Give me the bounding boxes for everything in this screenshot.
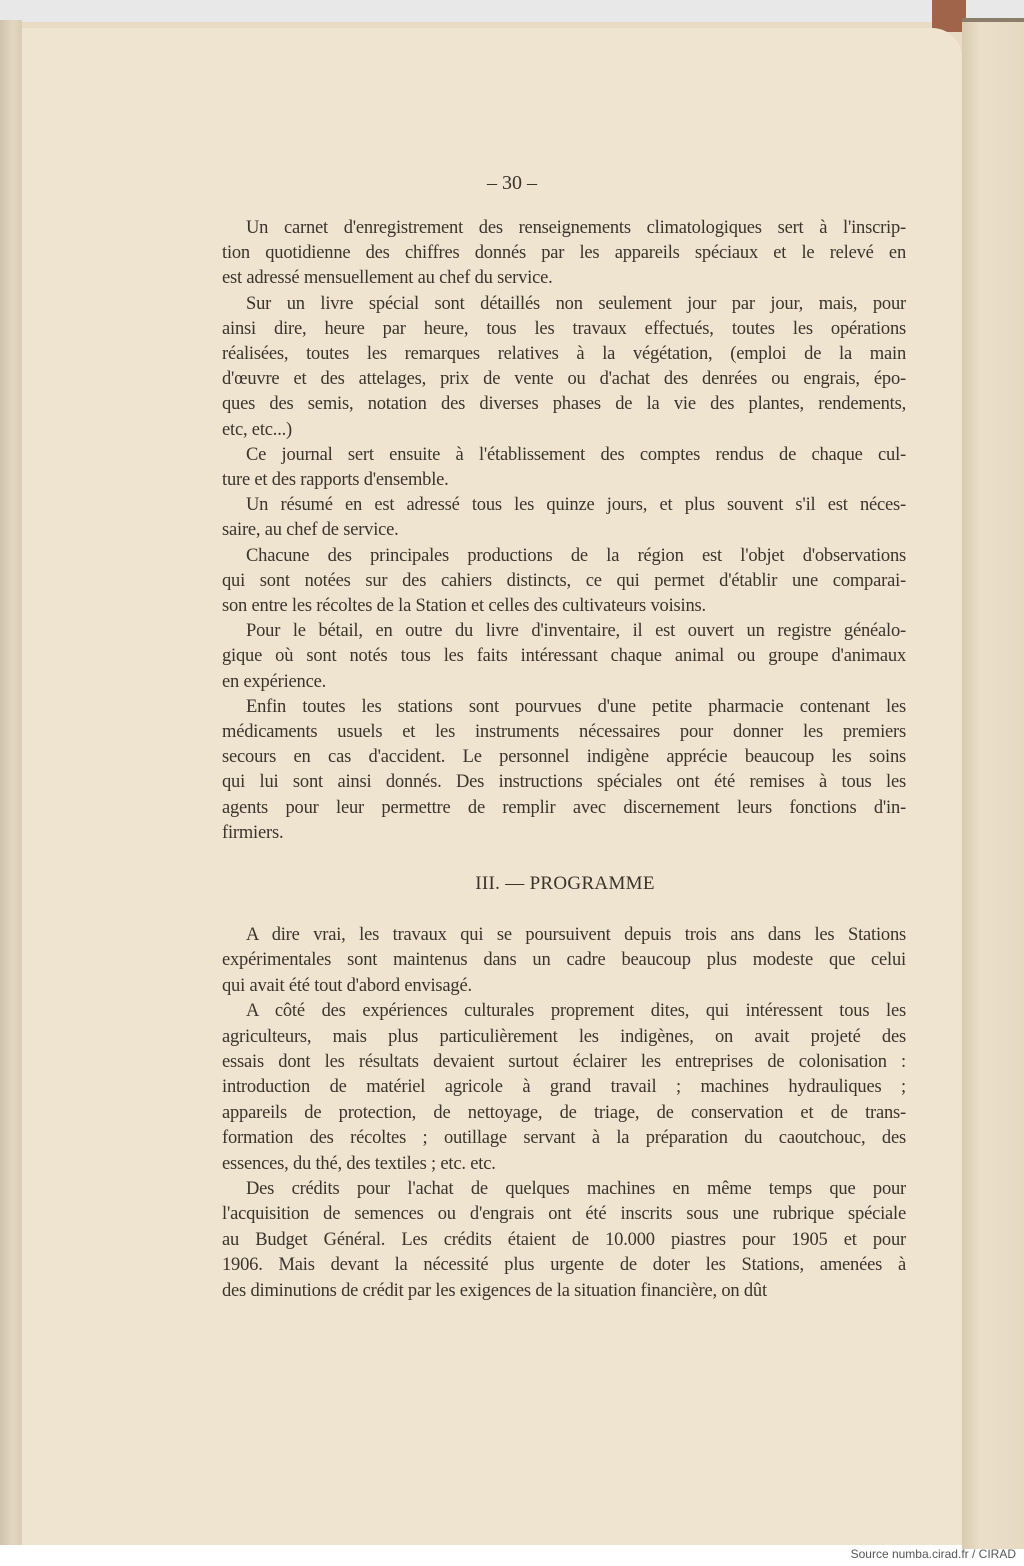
text-line: etc, etc...) bbox=[222, 419, 293, 440]
text-line: firmiers. bbox=[222, 822, 284, 843]
text-line: saire, au chef de service. bbox=[222, 520, 399, 541]
text-line: son entre les récoltes de la Station et celles des cultivateurs voisins. bbox=[222, 596, 706, 616]
text-line: A dire vrai, les travaux qui se poursuivent depuis trois ans dans les Stations bbox=[246, 925, 906, 945]
text-line: A côté des expériences culturales proprement dites, qui intéressent tous les bbox=[246, 1001, 906, 1022]
text-line: 1906. Mais devant la nécessité plus urgente de doter les Stations, amenées à bbox=[222, 1255, 906, 1276]
text-line: réalisées, toutes les remarques relatives à la végétation, (emploi de la main bbox=[222, 344, 906, 364]
text-line: qui avait été tout d'abord envisagé. bbox=[222, 975, 472, 996]
bookmark-ribbon bbox=[932, 0, 966, 32]
text-line: agriculteurs, mais plus particulièrement les indigènes, on avait projeté des bbox=[222, 1026, 906, 1047]
text-line: expérimentales sont maintenus dans un cadre beaucoup plus modeste que celui bbox=[222, 950, 906, 971]
text-line: secours en cas d'accident. Le personnel indigène apprécie beaucoup les soins bbox=[222, 747, 906, 768]
text-line: Des crédits pour l'achat de quelques machines en même temps que pour bbox=[246, 1179, 906, 1199]
text-line: essences, du thé, des textiles ; etc. etc. bbox=[222, 1153, 496, 1174]
text-line: qui lui sont ainsi donnés. Des instructions spéciales ont été remises à tous les bbox=[222, 772, 906, 793]
text-line: d'œuvre et des attelages, prix de vente ou d'achat des denrées ou engrais, épo- bbox=[222, 369, 906, 390]
text-line: l'acquisition de semences ou d'engrais ont été inscrits sous une rubrique spéciale bbox=[222, 1204, 906, 1225]
text-line: formation des récoltes ; outillage servant à la préparation du caoutchouc, des bbox=[222, 1128, 906, 1149]
text-line: appareils de protection, de nettoyage, de triage, de conservation et de trans- bbox=[222, 1102, 906, 1123]
text-line: Un résumé en est adressé tous les quinze jours, et plus souvent s'il est néces- bbox=[246, 495, 906, 516]
text-line: ture et des rapports d'ensemble. bbox=[222, 470, 449, 490]
source-credit: Source numba.cirad.fr / CIRAD bbox=[850, 1547, 1016, 1561]
right-page-edge bbox=[962, 18, 1024, 1549]
text-line: est adressé mensuellement au chef du service. bbox=[222, 268, 553, 289]
text-line: Sur un livre spécial sont détaillés non seulement jour par jour, mais, pour bbox=[246, 293, 906, 314]
scan-background bbox=[0, 0, 1024, 22]
text-line: Enfin toutes les stations sont pourvues d'une petite pharmacie contenant les bbox=[246, 696, 906, 717]
section-heading: III. — PROGRAMME bbox=[475, 873, 655, 894]
text-line: ques des semis, notation des diverses phases de la vie des plantes, rendements, bbox=[222, 394, 906, 415]
text-line: des diminutions de crédit par les exigences de la situation financière, on dût bbox=[222, 1280, 767, 1301]
text-line: introduction de matériel agricole à grand travail ; machines hydrauliques ; bbox=[222, 1077, 906, 1098]
text-line: ainsi dire, heure par heure, tous les travaux effectués, toutes les opérations bbox=[222, 318, 906, 339]
text-line: tion quotidienne des chiffres donnés par les appareils spéciaux et le relevé en bbox=[222, 243, 906, 264]
text-line: agents pour leur permettre de remplir avec discernement leurs fonctions d'in- bbox=[222, 797, 906, 818]
text-line: qui sont notées sur des cahiers distincts, ce qui permet d'établir une comparai- bbox=[222, 570, 906, 591]
text-line: gique où sont notés tous les faits intéressant chaque animal ou groupe d'animaux bbox=[222, 646, 906, 667]
text-line: médicaments usuels et les instruments nécessaires pour donner les premiers bbox=[222, 722, 906, 742]
page-number: – 30 – bbox=[487, 172, 537, 194]
text-line: Chacune des principales productions de la région est l'objet d'observations bbox=[246, 545, 906, 566]
text-line: en expérience. bbox=[222, 671, 327, 692]
text-line: Pour le bétail, en outre du livre d'inventaire, il est ouvert un registre généalo- bbox=[246, 621, 906, 642]
left-page-edge bbox=[0, 20, 22, 1545]
text-line: Ce journal sert ensuite à l'établissement des comptes rendus de chaque cul- bbox=[246, 444, 906, 465]
text-line: au Budget Général. Les crédits étaient de 10.000 piastres pour 1905 et pour bbox=[222, 1229, 906, 1250]
text-line: essais dont les résultats devaient surtout éclairer les entreprises de colonisation : bbox=[222, 1052, 906, 1072]
text-line: Un carnet d'enregistrement des renseignements climatologiques sert à l'inscrip- bbox=[246, 218, 906, 238]
